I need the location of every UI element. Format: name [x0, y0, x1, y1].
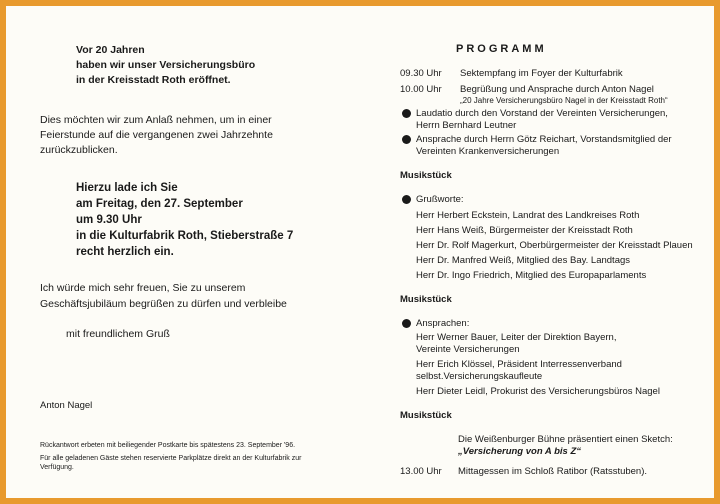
heading-line-1: Vor 20 Jahren	[76, 44, 145, 56]
invitation-line-5: recht herzlich ein.	[76, 246, 174, 258]
sketch-title: „Versicherung von A bis Z“	[458, 446, 581, 457]
program-item-1: Sektempfang im Foyer der Kulturfabrik	[460, 68, 623, 79]
sketch-intro: Die Weißenburger Bühne präsentiert einen Sketch:	[458, 434, 673, 445]
ansprache-line-2: Vereinten Krankenversicherungen	[416, 146, 560, 157]
grussworte-label: Grußworte:	[416, 194, 464, 205]
bullet-icon	[402, 109, 411, 118]
grusswort-speaker: Herr Herbert Eckstein, Landrat des Landkreises Roth	[416, 210, 640, 221]
bullet-icon	[402, 195, 411, 204]
ansprachen-line: Vereinte Versicherungen	[416, 344, 520, 355]
grusswort-speaker: Herr Dr. Rolf Magerkurt, Oberbürgermeister der Kreisstadt Plauen	[416, 240, 693, 251]
footnote-line-2: Für alle geladenen Gäste stehen reservierte Parkplätze direkt an der Kulturfabrik zur	[40, 455, 302, 462]
signature: Anton Nagel	[40, 400, 93, 411]
intro-line-1: Dies möchten wir zum Anlaß nehmen, um in einer	[40, 114, 272, 126]
invitation-line-3: um 9.30 Uhr	[76, 214, 142, 226]
program-time-2: 10.00 Uhr	[400, 84, 442, 95]
program-time-last: 13.00 Uhr	[400, 466, 442, 477]
greeting: mit freundlichem Gruß	[66, 328, 170, 340]
program-time-1: 09.30 Uhr	[400, 68, 442, 79]
ansprachen-line: selbst.Versicherungskaufleute	[416, 371, 543, 382]
program-item-last: Mittagessen im Schloß Ratibor (Ratsstuben).	[458, 466, 648, 477]
invitation-line-4: in die Kulturfabrik Roth, Stieberstraße 7	[76, 230, 294, 242]
closing-line-2: Geschäftsjubiläum begrüßen zu dürfen und verbleibe	[40, 298, 287, 310]
grusswort-speaker: Herr Dr. Manfred Weiß, Mitglied des Bay. Landtags	[416, 255, 631, 266]
musikstueck-3: Musikstück	[400, 410, 452, 421]
program-item-2-subtitle: „20 Jahre Versicherungsbüro Nagel in der Kreisstadt Roth“	[460, 96, 668, 105]
ansprachen-label: Ansprachen:	[416, 318, 470, 329]
ansprache-line-1: Ansprache durch Herrn Götz Reichart, Vorstandsmitglied der	[416, 134, 672, 145]
bullet-icon	[402, 135, 411, 144]
musikstueck-1: Musikstück	[400, 170, 452, 181]
footnote-line-1: Rückantwort erbeten mit beiliegender Postkarte bis spätestens 23. September '96.	[40, 442, 296, 449]
bullet-icon	[402, 319, 411, 328]
grusswort-speaker: Herr Dr. Ingo Friedrich, Mitglied des Europaparlaments	[416, 270, 647, 281]
ansprachen-line: Herr Erich Klössel, Präsident Interressenverband	[416, 359, 622, 370]
footnote-line-3: Verfügung.	[40, 464, 74, 471]
ansprachen-line: Herr Dieter Leidl, Prokurist des Versicherungsbüros Nagel	[416, 386, 660, 397]
heading-line-2: haben wir unser Versicherungsbüro	[76, 59, 256, 71]
program-item-2: Begrüßung und Ansprache durch Anton Nagel	[460, 84, 654, 95]
ansprachen-line: Herr Werner Bauer, Leiter der Direktion Bayern,	[416, 332, 617, 343]
grusswort-speaker: Herr Hans Weiß, Bürgermeister der Kreisstadt Roth	[416, 225, 633, 236]
program-title: PROGRAMM	[456, 43, 547, 55]
invitation-line-2: am Freitag, den 27. September	[76, 198, 243, 210]
invitation-line-1: Hierzu lade ich Sie	[76, 182, 178, 194]
intro-line-3: zurückzublicken.	[40, 144, 118, 156]
closing-line-1: Ich würde mich sehr freuen, Sie zu unserem	[40, 282, 246, 294]
intro-line-2: Feierstunde auf die vergangenen zwei Jahrzehnte	[40, 129, 273, 141]
laudatio-line-2: Herrn Bernhard Leutner	[416, 120, 517, 131]
laudatio-line-1: Laudatio durch den Vorstand der Vereinten Versicherungen,	[416, 108, 668, 119]
heading-line-3: in der Kreisstadt Roth eröffnet.	[76, 74, 231, 86]
musikstueck-2: Musikstück	[400, 294, 452, 305]
